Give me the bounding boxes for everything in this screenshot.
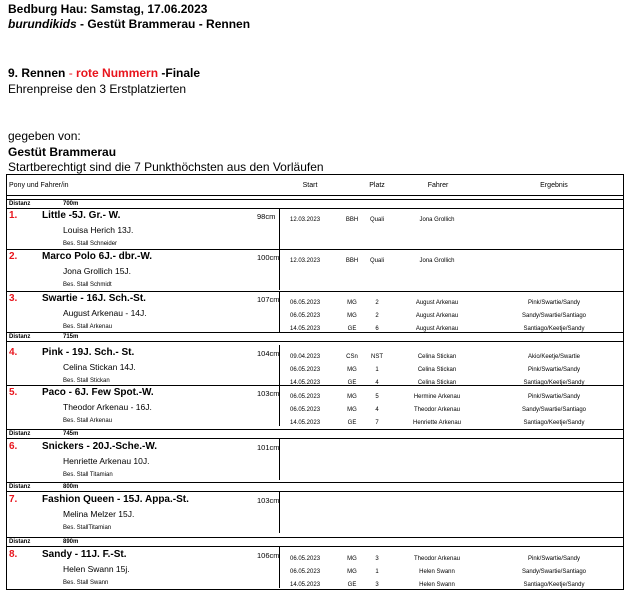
distance-value: 715m	[63, 334, 79, 340]
distance-row-top	[7, 332, 623, 333]
driver-name: Louisa Herich 13J.	[63, 225, 134, 235]
given-by-name: Gestüt Brammerau	[8, 145, 117, 159]
result-position: 1	[375, 569, 379, 575]
result-place: GE	[347, 326, 357, 332]
result-date: 06.05.2023	[290, 367, 321, 373]
pony-name: Marco Polo 6J.- dbr.-W.	[42, 251, 153, 262]
result-place: MG	[347, 407, 357, 413]
result-date: 12.03.2023	[290, 217, 321, 223]
eligibility-line: Startberechtigt sind die 7 Punkthöchsten aus den Vorläufen	[8, 160, 324, 174]
distance-row-bottom	[7, 491, 623, 492]
distance-row-bottom	[7, 208, 623, 209]
result-driver: August Arkenau	[415, 326, 459, 332]
stable-owner: Bes. Stall Arkenau	[63, 324, 113, 330]
distance-row-bottom	[7, 341, 623, 342]
result-order: Pink/Swartie/Sandy	[527, 367, 581, 373]
result-place: MG	[347, 300, 357, 306]
result-order: Pink/Swartie/Sandy	[527, 394, 581, 400]
result-place: GE	[347, 420, 357, 426]
driver-name: Melina Melzer 15J.	[63, 509, 135, 519]
entry-number: 5.	[9, 387, 18, 398]
result-position: Quali	[369, 258, 385, 264]
result-place: BBH	[345, 217, 359, 223]
result-position: Quali	[369, 217, 385, 223]
result-position: 1	[375, 367, 379, 373]
race-separator: -	[65, 66, 77, 80]
result-driver: Theodor Arkenau	[413, 407, 461, 413]
jump-height: 103cm	[257, 389, 280, 398]
race-sponsor-line	[8, 17, 250, 31]
stable-owner: Bes. Stall Swann	[63, 580, 109, 586]
col-header-pony: Pony und Fahrer/in	[9, 182, 69, 189]
distance-label: Distanz	[9, 484, 31, 490]
result-date: 06.05.2023	[290, 407, 321, 413]
col-header-fahrer: Fahrer	[427, 182, 449, 189]
distance-value: 800m	[63, 484, 79, 490]
result-driver: Helen Swann	[419, 582, 455, 588]
entry-number: 4.	[9, 347, 18, 358]
header-divider	[7, 195, 623, 196]
jump-height: 106cm	[257, 551, 280, 560]
col-header-platz: Platz	[369, 182, 385, 189]
jump-height: 98cm	[257, 212, 276, 221]
distance-value: 700m	[63, 201, 79, 207]
result-position: 3	[375, 556, 379, 562]
result-date: 06.05.2023	[290, 394, 321, 400]
result-driver: Celina Stickan	[417, 380, 457, 386]
result-driver: Jona Grollich	[419, 217, 455, 223]
entry-number: 8.	[9, 549, 18, 560]
entries-table	[6, 174, 624, 590]
entry-number: 7.	[9, 494, 18, 505]
stable-owner: Bes. Stall Arkenau	[63, 418, 113, 424]
result-order: Pink/Swartie/Sandy	[527, 556, 581, 562]
result-place: MG	[347, 394, 357, 400]
result-date: 09.04.2023	[290, 354, 321, 360]
race-number: 9. Rennen	[8, 66, 66, 80]
result-place: MG	[347, 556, 357, 562]
pony-name: Snickers - 20J.-Sche.-W.	[42, 441, 158, 452]
result-order: Sandy/Swartie/Santiago	[521, 313, 587, 319]
result-driver: Celina Stickan	[417, 367, 457, 373]
result-order: Pink/Swartie/Sandy	[527, 300, 581, 306]
distance-row-top	[7, 199, 623, 200]
jump-height: 101cm	[257, 443, 280, 452]
result-order: Santiago/Keetje/Sandy	[523, 380, 585, 386]
result-date: 12.03.2023	[290, 258, 321, 264]
result-order: Santiago/Keetje/Sandy	[523, 582, 585, 588]
prize-line: Ehrenpreise den 3 Erstplatzierten	[8, 82, 187, 96]
result-date: 14.05.2023	[290, 420, 321, 426]
result-date: 06.05.2023	[290, 313, 321, 319]
col-header-ergebnis: Ergebnis	[540, 182, 568, 189]
distance-label: Distanz	[9, 201, 31, 207]
sponsor-brand: burundikids	[8, 17, 77, 31]
result-position: 2	[375, 300, 379, 306]
distance-row-top	[7, 429, 623, 430]
distance-label: Distanz	[9, 431, 31, 437]
driver-name: Jona Grollich 15J.	[63, 266, 132, 276]
pony-name: Fashion Queen - 15J. Appa.-St.	[42, 494, 189, 505]
result-position: 2	[375, 313, 379, 319]
distance-label: Distanz	[9, 539, 31, 545]
pony-name: Sandy - 11J. F.-St.	[42, 549, 127, 560]
result-place: MG	[347, 367, 357, 373]
result-date: 14.05.2023	[290, 326, 321, 332]
distance-row-bottom	[7, 438, 623, 439]
entry-number: 1.	[9, 210, 18, 221]
distance-row-top	[7, 482, 623, 483]
jump-height: 103cm	[257, 496, 280, 505]
result-place: MG	[347, 313, 357, 319]
distance-row-bottom	[7, 546, 623, 547]
result-date: 06.05.2023	[290, 556, 321, 562]
result-position: 3	[375, 582, 379, 588]
race-title	[8, 66, 200, 80]
driver-name: August Arkenau - 14J.	[63, 308, 147, 318]
event-title: Bedburg Hau: Samstag, 17.06.2023	[8, 2, 208, 16]
entry-number: 6.	[9, 441, 18, 452]
result-position: 6	[375, 326, 379, 332]
sponsor-rest: - Gestüt Brammerau - Rennen	[76, 17, 251, 31]
result-position: NST	[371, 354, 383, 360]
entry-number: 2.	[9, 251, 18, 262]
given-by-label: gegeben von:	[8, 129, 81, 143]
race-suffix: -Finale	[158, 66, 201, 80]
entry-column-divider	[279, 208, 280, 249]
entry-divider	[7, 385, 623, 386]
stable-owner: Bes. Stall Schneider	[63, 241, 118, 247]
result-order: Sandy/Swartie/Santiago	[521, 407, 587, 413]
jump-height: 107cm	[257, 295, 280, 304]
driver-name: Celina Stickan 14J.	[63, 362, 136, 372]
result-order: Santiago/Keetje/Sandy	[523, 420, 585, 426]
stable-owner: Bes. Stall Schmidt	[63, 282, 112, 288]
result-date: 06.05.2023	[290, 300, 321, 306]
result-driver: August Arkenau	[415, 313, 459, 319]
result-driver: Hermine Arkenau	[413, 394, 461, 400]
result-driver: Helen Swann	[419, 569, 455, 575]
distance-value: 745m	[63, 431, 79, 437]
distance-label: Distanz	[9, 334, 31, 340]
result-driver: Theodor Arkenau	[413, 556, 461, 562]
distance-row-top	[7, 537, 623, 538]
result-driver: Celina Stickan	[417, 354, 457, 360]
driver-name: Helen Swann 15j.	[63, 564, 130, 574]
result-place: CSn	[346, 354, 358, 360]
stable-owner: Bes. Stall Titamian	[63, 472, 113, 478]
result-place: GE	[347, 380, 357, 386]
stable-owner: Bes. StallTitamian	[63, 525, 112, 531]
entry-divider	[7, 249, 623, 250]
entry-number: 3.	[9, 293, 18, 304]
driver-name: Henriette Arkenau 10J.	[63, 456, 150, 466]
result-position: 7	[375, 420, 379, 426]
stable-owner: Bes. Stall Stickan	[63, 378, 110, 384]
result-position: 4	[375, 407, 379, 413]
result-place: MG	[347, 569, 357, 575]
result-driver: August Arkenau	[415, 300, 459, 306]
col-header-start: Start	[302, 182, 318, 189]
distance-value: 890m	[63, 539, 79, 545]
result-order: Sandy/Swartie/Santiago	[521, 569, 587, 575]
result-date: 06.05.2023	[290, 569, 321, 575]
pony-name: Pink - 19J. Sch.- St.	[42, 347, 135, 358]
pony-name: Swartie - 16J. Sch.-St.	[42, 293, 146, 304]
result-place: BBH	[345, 258, 359, 264]
result-driver: Jona Grollich	[419, 258, 455, 264]
pony-name: Little -5J. Gr.- W.	[42, 210, 121, 221]
driver-name: Theodor Arkenau - 16J.	[63, 402, 152, 412]
result-order: Santiago/Keetje/Sandy	[523, 326, 585, 332]
result-date: 14.05.2023	[290, 582, 321, 588]
result-position: 4	[375, 380, 379, 386]
race-class: rote Nummern	[76, 66, 159, 80]
jump-height: 100cm	[257, 253, 280, 262]
result-position: 5	[375, 394, 379, 400]
result-place: GE	[347, 582, 357, 588]
entry-divider	[7, 291, 623, 292]
jump-height: 104cm	[257, 349, 280, 358]
result-date: 14.05.2023	[290, 380, 321, 386]
result-order: Akio/Keetje/Swartie	[527, 354, 581, 360]
pony-name: Paco - 6J. Few Spot.-W.	[42, 387, 154, 398]
result-driver: Henriette Arkenau	[412, 420, 462, 426]
